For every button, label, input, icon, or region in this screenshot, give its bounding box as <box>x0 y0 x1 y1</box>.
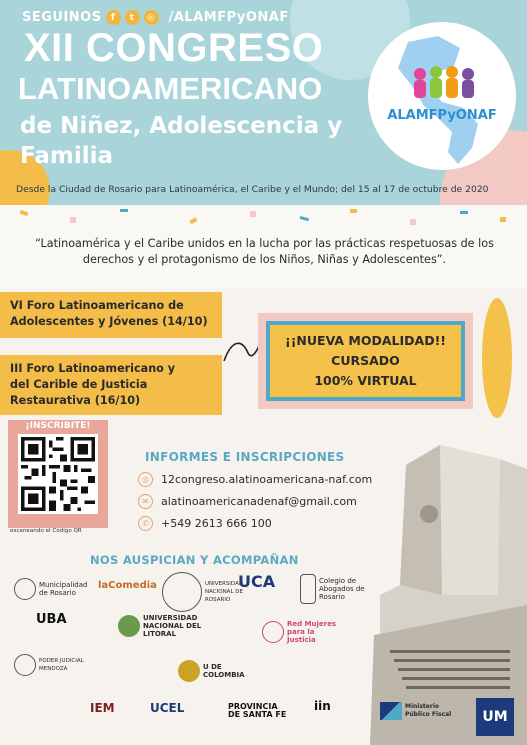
sponsor-logo: laComedia <box>98 580 157 591</box>
confetti-decoration <box>0 205 527 235</box>
foro1-line1: VI Foro Latinoamericano de <box>10 299 184 312</box>
sponsor-logo: Red Mujeres para la Justicia <box>262 620 337 644</box>
sponsor-logo: PROVINCIA DE SANTA FE <box>228 702 287 719</box>
title-line1: XII CONGRESO <box>24 26 324 70</box>
title-line4: Familia <box>20 143 114 169</box>
qr-code-icon <box>21 437 95 511</box>
sponsor-logo: PODER JUDICIAL MENDOZA <box>14 654 99 676</box>
qr-code[interactable] <box>18 434 98 514</box>
foro2-line3: Restaurativa (16/10) <box>10 394 141 407</box>
title-line2: LATINOAMERICANO <box>18 71 323 106</box>
whatsapp-icon: ✆ <box>138 516 153 531</box>
swirl-decoration <box>222 335 262 365</box>
sponsor-logo: UNIVERSIDAD NACIONAL DE ROSARIO <box>162 572 245 612</box>
modalidad-line2: CURSADO <box>331 353 400 368</box>
sponsor-logo: UCA <box>238 572 276 591</box>
sponsor-logo: Municipalidad de Rosario <box>14 578 89 600</box>
modalidad-box <box>258 313 473 409</box>
qr-panel <box>8 420 108 528</box>
um-logo: UM <box>476 698 514 736</box>
city-seal-icon <box>14 578 36 600</box>
sponsor-logo <box>476 698 514 736</box>
modalidad-inner <box>266 321 465 401</box>
info-title: INFORMES E INSCRIPCIONES <box>145 450 345 464</box>
shield-icon <box>300 574 316 604</box>
title-line3: de Niñez, Adolescencia y <box>20 113 343 139</box>
info-phone-row[interactable] <box>138 516 272 531</box>
info-email-row[interactable] <box>138 494 357 509</box>
email-icon: ✉ <box>138 494 153 509</box>
court-seal-icon <box>14 654 36 676</box>
modalidad-line1: ¡¡NUEVA MODALIDAD!! <box>285 333 446 348</box>
decor-blob <box>482 298 512 418</box>
sponsor-logo: UNIVERSIDAD NACIONAL DEL LITORAL <box>118 614 203 638</box>
foro2-line2: del Carible de Justicia <box>10 378 148 391</box>
modalidad-line3: 100% VIRTUAL <box>314 373 417 388</box>
ucolombia-icon <box>178 660 200 682</box>
info-web[interactable]: 12congreso.alatinoamericana-naf.com <box>161 473 373 486</box>
organization-logo <box>368 22 516 170</box>
sponsor-logo: iin <box>314 699 331 713</box>
foro-adolescentes <box>0 292 222 338</box>
facebook-icon[interactable]: f <box>106 10 121 25</box>
sponsor-logo: Colegio de Abogados de Rosario <box>300 574 367 604</box>
mpf-icon <box>380 702 402 720</box>
foro2-line1: III Foro Latinoamericano y <box>10 362 176 375</box>
qr-title: ¡INSCRIBITE! <box>25 421 91 431</box>
unl-icon <box>118 615 140 637</box>
university-seal-icon <box>162 572 202 612</box>
event-subtitle: Desde la Ciudad de Rosario para Latinoamérica, el Caribe y el Mundo; del 15 al 17 de octubre de 2020 <box>16 184 489 195</box>
sponsors-title: NOS AUSPICIAN Y ACOMPAÑAN <box>90 553 299 567</box>
follow-label: SEGUINOS <box>22 10 102 25</box>
red-mujeres-icon <box>262 621 284 643</box>
social-handle: /ALAMFPyONAF <box>168 10 289 25</box>
qr-note: escaneando el Código QR <box>10 528 82 534</box>
event-motto: “Latinoamérica y el Caribe unidos en la lucha por las prácticas respetuosas de los derechos y el protagonismo de los Niños, Niñas y Adolescentes”. <box>35 237 494 266</box>
twitter-icon[interactable]: t <box>125 10 140 25</box>
globe-icon: ◎ <box>138 472 153 487</box>
info-phone[interactable]: +549 2613 666 100 <box>161 517 272 530</box>
sponsor-logo: Ministerio Público Fiscal <box>380 702 465 720</box>
foro-justicia <box>0 355 222 415</box>
foro1-line2: Adolescentes y Jóvenes (14/10) <box>10 315 208 328</box>
sponsor-logo: UBA <box>36 612 67 627</box>
info-email[interactable]: alatinoamericanadenaf@gmail.com <box>161 495 357 508</box>
sponsor-logo: UCEL <box>150 701 185 715</box>
logo-text: ALAMFPyONAF <box>387 108 497 123</box>
sponsor-logo: U DE COLOMBIA <box>178 660 263 682</box>
social-follow <box>22 10 289 25</box>
sponsor-logo: IEM <box>90 701 115 715</box>
americas-map-icon <box>368 22 516 170</box>
info-web-row[interactable] <box>138 472 372 487</box>
header-banner <box>0 0 527 205</box>
instagram-icon[interactable]: ◎ <box>144 10 159 25</box>
